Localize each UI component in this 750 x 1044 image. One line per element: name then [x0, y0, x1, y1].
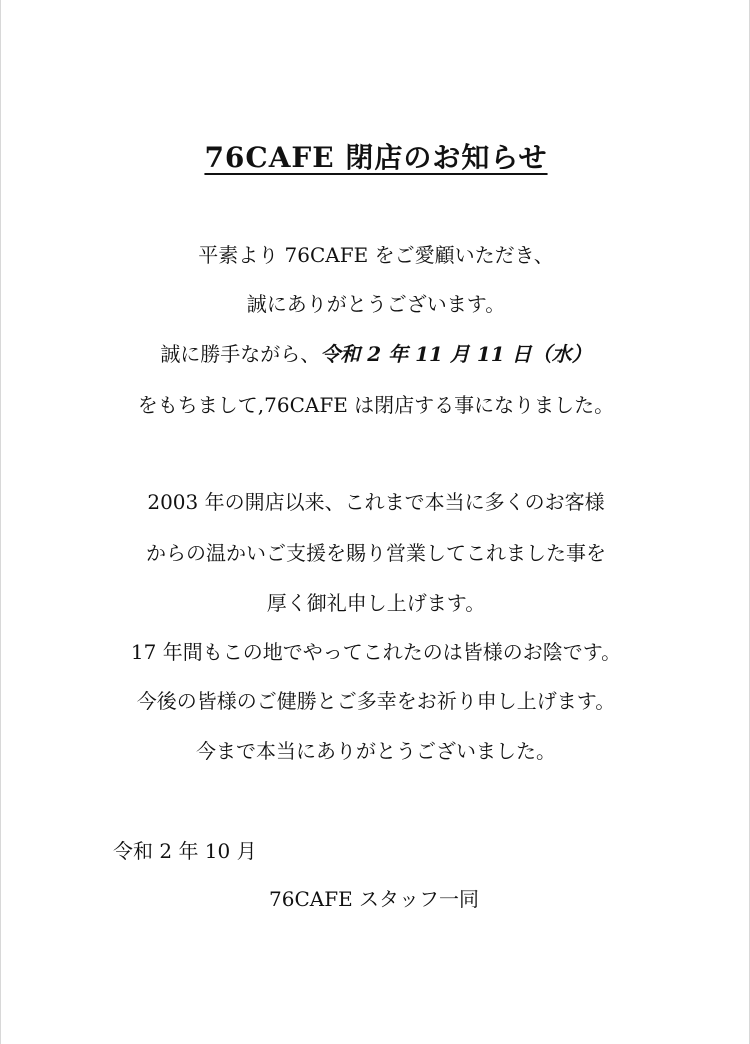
paragraph-2-line-5: 今後の皆様のご健勝とご多幸をお祈り申し上げます。 [136, 689, 616, 713]
notice-date: 令和 2 年 10 月 [113, 839, 257, 863]
notice-title-text: 76CAFE 閉店のお知らせ [204, 141, 548, 174]
paragraph-1-line-2: 誠にありがとうございます。 [246, 292, 506, 316]
closing-intro-text: 誠に勝手ながら、 [160, 342, 321, 366]
paragraph-1-line-1: 平素より 76CAFE をご愛顧いただき、 [198, 243, 554, 267]
paragraph-2-line-2: からの温かいご支援を賜り営業してこれました事を [146, 541, 606, 565]
paragraph-2-line-3: 厚く御礼申し上げます。 [266, 591, 486, 615]
paragraph-2-line-6: 今まで本当にありがとうございました。 [196, 739, 556, 763]
notice-signature: 76CAFE スタッフ一同 [269, 887, 480, 911]
paragraph-2-line-4: 17 年間もこの地でやってこれたのは皆様のお陰です。 [130, 640, 622, 664]
closing-date: 令和 2 年 11 月 11 日（水） [320, 342, 592, 366]
paragraph-2-line-1: 2003 年の開店以来、これまで本当に多くのお客様 [147, 490, 605, 514]
notice-title [1, 138, 750, 178]
paragraph-1-line-4: をもちまして,76CAFE は閉店する事になりました。 [137, 393, 615, 417]
paragraph-1-line-3 [1, 339, 750, 369]
